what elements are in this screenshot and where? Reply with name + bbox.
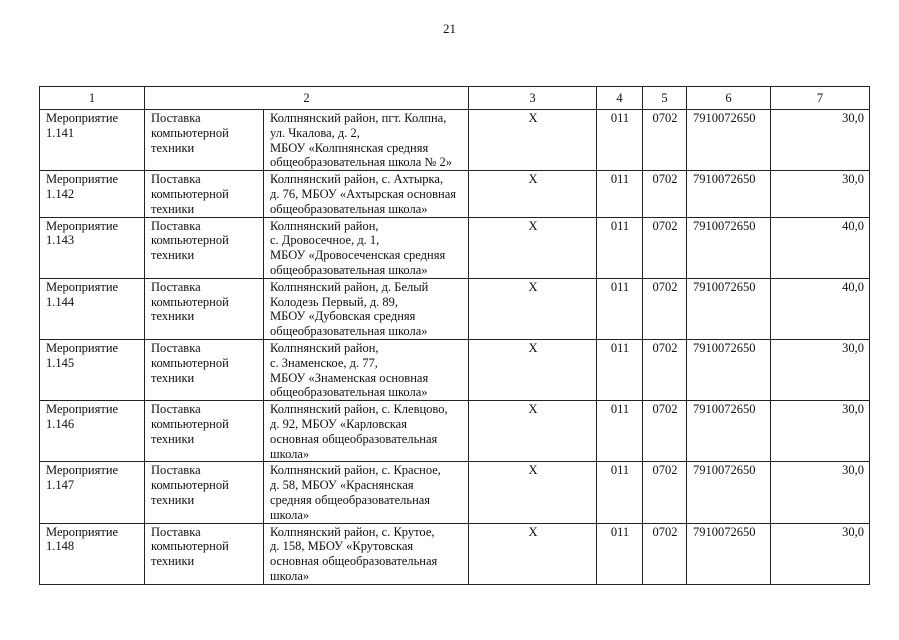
event-cell-line: Мероприятие	[46, 218, 119, 233]
col3-cell: Х	[469, 523, 597, 584]
col4-cell: 011	[597, 462, 643, 523]
table-row	[40, 401, 870, 462]
address-cell	[264, 339, 469, 400]
event-cell	[40, 523, 145, 584]
header-col-1: 1	[40, 87, 145, 110]
name-cell-line: Поставка	[151, 463, 201, 478]
col6-cell: 7910072650	[687, 110, 771, 171]
address-cell-line: основная общеобразовательная	[270, 554, 438, 569]
address-cell-line: д. 58, МБОУ «Краснянская	[270, 478, 414, 493]
address-cell-line: Колпнянский район,	[270, 340, 379, 355]
address-cell-line: Колпнянский район,	[270, 218, 379, 233]
name-cell-line: Поставка	[151, 279, 201, 294]
event-cell-line: 1.147	[46, 478, 75, 493]
col4-cell: 011	[597, 171, 643, 217]
col5-cell: 0702	[643, 217, 687, 278]
col5-cell: 0702	[643, 401, 687, 462]
name-cell	[145, 278, 264, 339]
name-cell-line: Поставка	[151, 218, 201, 233]
col3-cell: Х	[469, 217, 597, 278]
table-row	[40, 523, 870, 584]
header-col-7: 7	[771, 87, 870, 110]
name-cell-line: Поставка	[151, 172, 201, 187]
event-cell	[40, 401, 145, 462]
name-cell-line: техники	[151, 201, 195, 216]
event-cell	[40, 217, 145, 278]
event-cell	[40, 339, 145, 400]
name-cell	[145, 171, 264, 217]
event-cell-line: Мероприятие	[46, 172, 119, 187]
col6-cell: 7910072650	[687, 217, 771, 278]
col4-cell: 011	[597, 523, 643, 584]
amount-cell: 30,0	[771, 523, 870, 584]
col6-cell: 7910072650	[687, 523, 771, 584]
col4-cell: 011	[597, 278, 643, 339]
col5-cell: 0702	[643, 462, 687, 523]
name-cell-line: Поставка	[151, 402, 201, 417]
name-cell-line: компьютерной	[151, 355, 229, 370]
event-cell-line: Мероприятие	[46, 111, 119, 125]
col3-cell: Х	[469, 339, 597, 400]
col4-cell: 011	[597, 339, 643, 400]
col5-cell: 0702	[643, 339, 687, 400]
address-cell-line: с. Дровосечное, д. 1,	[270, 233, 380, 248]
amount-cell: 30,0	[771, 462, 870, 523]
name-cell-line: техники	[151, 492, 195, 507]
name-cell	[145, 110, 264, 171]
event-cell-line: 1.143	[46, 233, 75, 248]
name-cell-line: компьютерной	[151, 294, 229, 309]
name-cell-line: компьютерной	[151, 186, 229, 201]
name-cell	[145, 217, 264, 278]
table-row	[40, 171, 870, 217]
event-cell-line: 1.145	[46, 355, 75, 370]
amount-cell: 40,0	[771, 217, 870, 278]
address-cell-line: школа»	[270, 507, 310, 522]
address-cell	[264, 401, 469, 462]
address-cell-line: МБОУ «Колпнянская средняя	[270, 140, 429, 155]
table-row	[40, 462, 870, 523]
address-cell-line: общеобразовательная школа»	[270, 324, 428, 339]
col4-cell: 011	[597, 217, 643, 278]
address-cell-line: Колпнянский район, с. Ахтырка,	[270, 172, 444, 187]
address-cell-line: Колпнянский район, с. Клевцово,	[270, 402, 448, 417]
address-cell-line: школа»	[270, 568, 310, 583]
col6-cell: 7910072650	[687, 278, 771, 339]
address-cell	[264, 278, 469, 339]
address-cell-line: ул. Чкалова, д. 2,	[270, 125, 360, 140]
amount-cell: 30,0	[771, 171, 870, 217]
col3-cell: Х	[469, 462, 597, 523]
page-number: 21	[443, 21, 456, 36]
name-cell-line: техники	[151, 248, 195, 263]
event-cell-line: Мероприятие	[46, 402, 119, 417]
address-cell	[264, 462, 469, 523]
budget-table	[39, 86, 870, 585]
name-cell	[145, 401, 264, 462]
name-cell	[145, 523, 264, 584]
address-cell-line: Колпнянский район, д. Белый	[270, 279, 429, 294]
event-cell-line: 1.141	[46, 125, 75, 140]
address-cell-line: основная общеобразовательная	[270, 431, 438, 446]
header-col-2: 2	[145, 87, 469, 110]
table-row	[40, 278, 870, 339]
address-cell-line: Колпнянский район, с. Крутое,	[270, 524, 435, 539]
header-col-5: 5	[643, 87, 687, 110]
header-col-3: 3	[469, 87, 597, 110]
name-cell-line: компьютерной	[151, 478, 229, 493]
table-row	[40, 110, 870, 171]
col6-cell: 7910072650	[687, 462, 771, 523]
table-row	[40, 217, 870, 278]
event-cell-line: Мероприятие	[46, 463, 119, 478]
address-cell-line: общеобразовательная школа»	[270, 201, 428, 216]
col3-cell: Х	[469, 401, 597, 462]
amount-cell: 40,0	[771, 278, 870, 339]
col5-cell: 0702	[643, 523, 687, 584]
address-cell	[264, 523, 469, 584]
col6-cell: 7910072650	[687, 339, 771, 400]
address-cell-line: с. Знаменское, д. 77,	[270, 355, 378, 370]
name-cell-line: техники	[151, 140, 195, 155]
address-cell-line: МБОУ «Дровосеченская средняя	[270, 248, 446, 263]
address-cell	[264, 217, 469, 278]
name-cell-line: техники	[151, 309, 195, 324]
event-cell	[40, 171, 145, 217]
address-cell-line: школа»	[270, 446, 310, 461]
address-cell-line: средняя общеобразовательная	[270, 492, 431, 507]
amount-cell: 30,0	[771, 401, 870, 462]
table-body	[40, 110, 870, 585]
header-col-6: 6	[687, 87, 771, 110]
col6-cell: 7910072650	[687, 171, 771, 217]
name-cell-line: Поставка	[151, 340, 201, 355]
event-cell-line: 1.148	[46, 539, 75, 554]
col5-cell: 0702	[643, 110, 687, 171]
col3-cell: Х	[469, 110, 597, 171]
col3-cell: Х	[469, 171, 597, 217]
address-cell-line: общеобразовательная школа № 2»	[270, 155, 452, 170]
address-cell-line: МБОУ «Дубовская средняя	[270, 309, 416, 324]
event-cell	[40, 278, 145, 339]
amount-cell: 30,0	[771, 339, 870, 400]
name-cell-line: техники	[151, 431, 195, 446]
name-cell	[145, 462, 264, 523]
address-cell-line: общеобразовательная школа»	[270, 262, 428, 277]
amount-cell: 30,0	[771, 110, 870, 171]
address-cell-line: Колпнянский район, с. Красное,	[270, 463, 441, 478]
name-cell-line: компьютерной	[151, 125, 229, 140]
name-cell-line: техники	[151, 554, 195, 569]
col3-cell: Х	[469, 278, 597, 339]
name-cell-line: компьютерной	[151, 539, 229, 554]
name-cell	[145, 339, 264, 400]
event-cell	[40, 462, 145, 523]
address-cell	[264, 171, 469, 217]
name-cell-line: компьютерной	[151, 416, 229, 431]
event-cell-line: 1.144	[46, 294, 75, 309]
address-cell-line: МБОУ «Знаменская основная	[270, 370, 429, 385]
col6-cell: 7910072650	[687, 401, 771, 462]
event-cell-line: 1.146	[46, 416, 75, 431]
address-cell-line: Колодезь Первый, д. 89,	[270, 294, 399, 309]
name-cell-line: компьютерной	[151, 233, 229, 248]
event-cell-line: 1.142	[46, 186, 75, 201]
header-col-4: 4	[597, 87, 643, 110]
header-row	[40, 87, 870, 110]
col4-cell: 011	[597, 401, 643, 462]
name-cell-line: техники	[151, 370, 195, 385]
event-cell-line: Мероприятие	[46, 524, 119, 539]
col4-cell: 011	[597, 110, 643, 171]
name-cell-line: Поставка	[151, 524, 201, 539]
col5-cell: 0702	[643, 278, 687, 339]
address-cell	[264, 110, 469, 171]
event-cell	[40, 110, 145, 171]
address-cell-line: д. 92, МБОУ «Карловская	[270, 416, 407, 431]
col5-cell: 0702	[643, 171, 687, 217]
event-cell-line: Мероприятие	[46, 279, 119, 294]
address-cell-line: Колпнянский район, пгт. Колпна,	[270, 111, 447, 125]
event-cell-line: Мероприятие	[46, 340, 119, 355]
address-cell-line: д. 158, МБОУ «Крутовская	[270, 539, 414, 554]
address-cell-line: д. 76, МБОУ «Ахтырская основная	[270, 186, 456, 201]
address-cell-line: общеобразовательная школа»	[270, 385, 428, 400]
name-cell-line: Поставка	[151, 111, 201, 125]
table-row	[40, 339, 870, 400]
